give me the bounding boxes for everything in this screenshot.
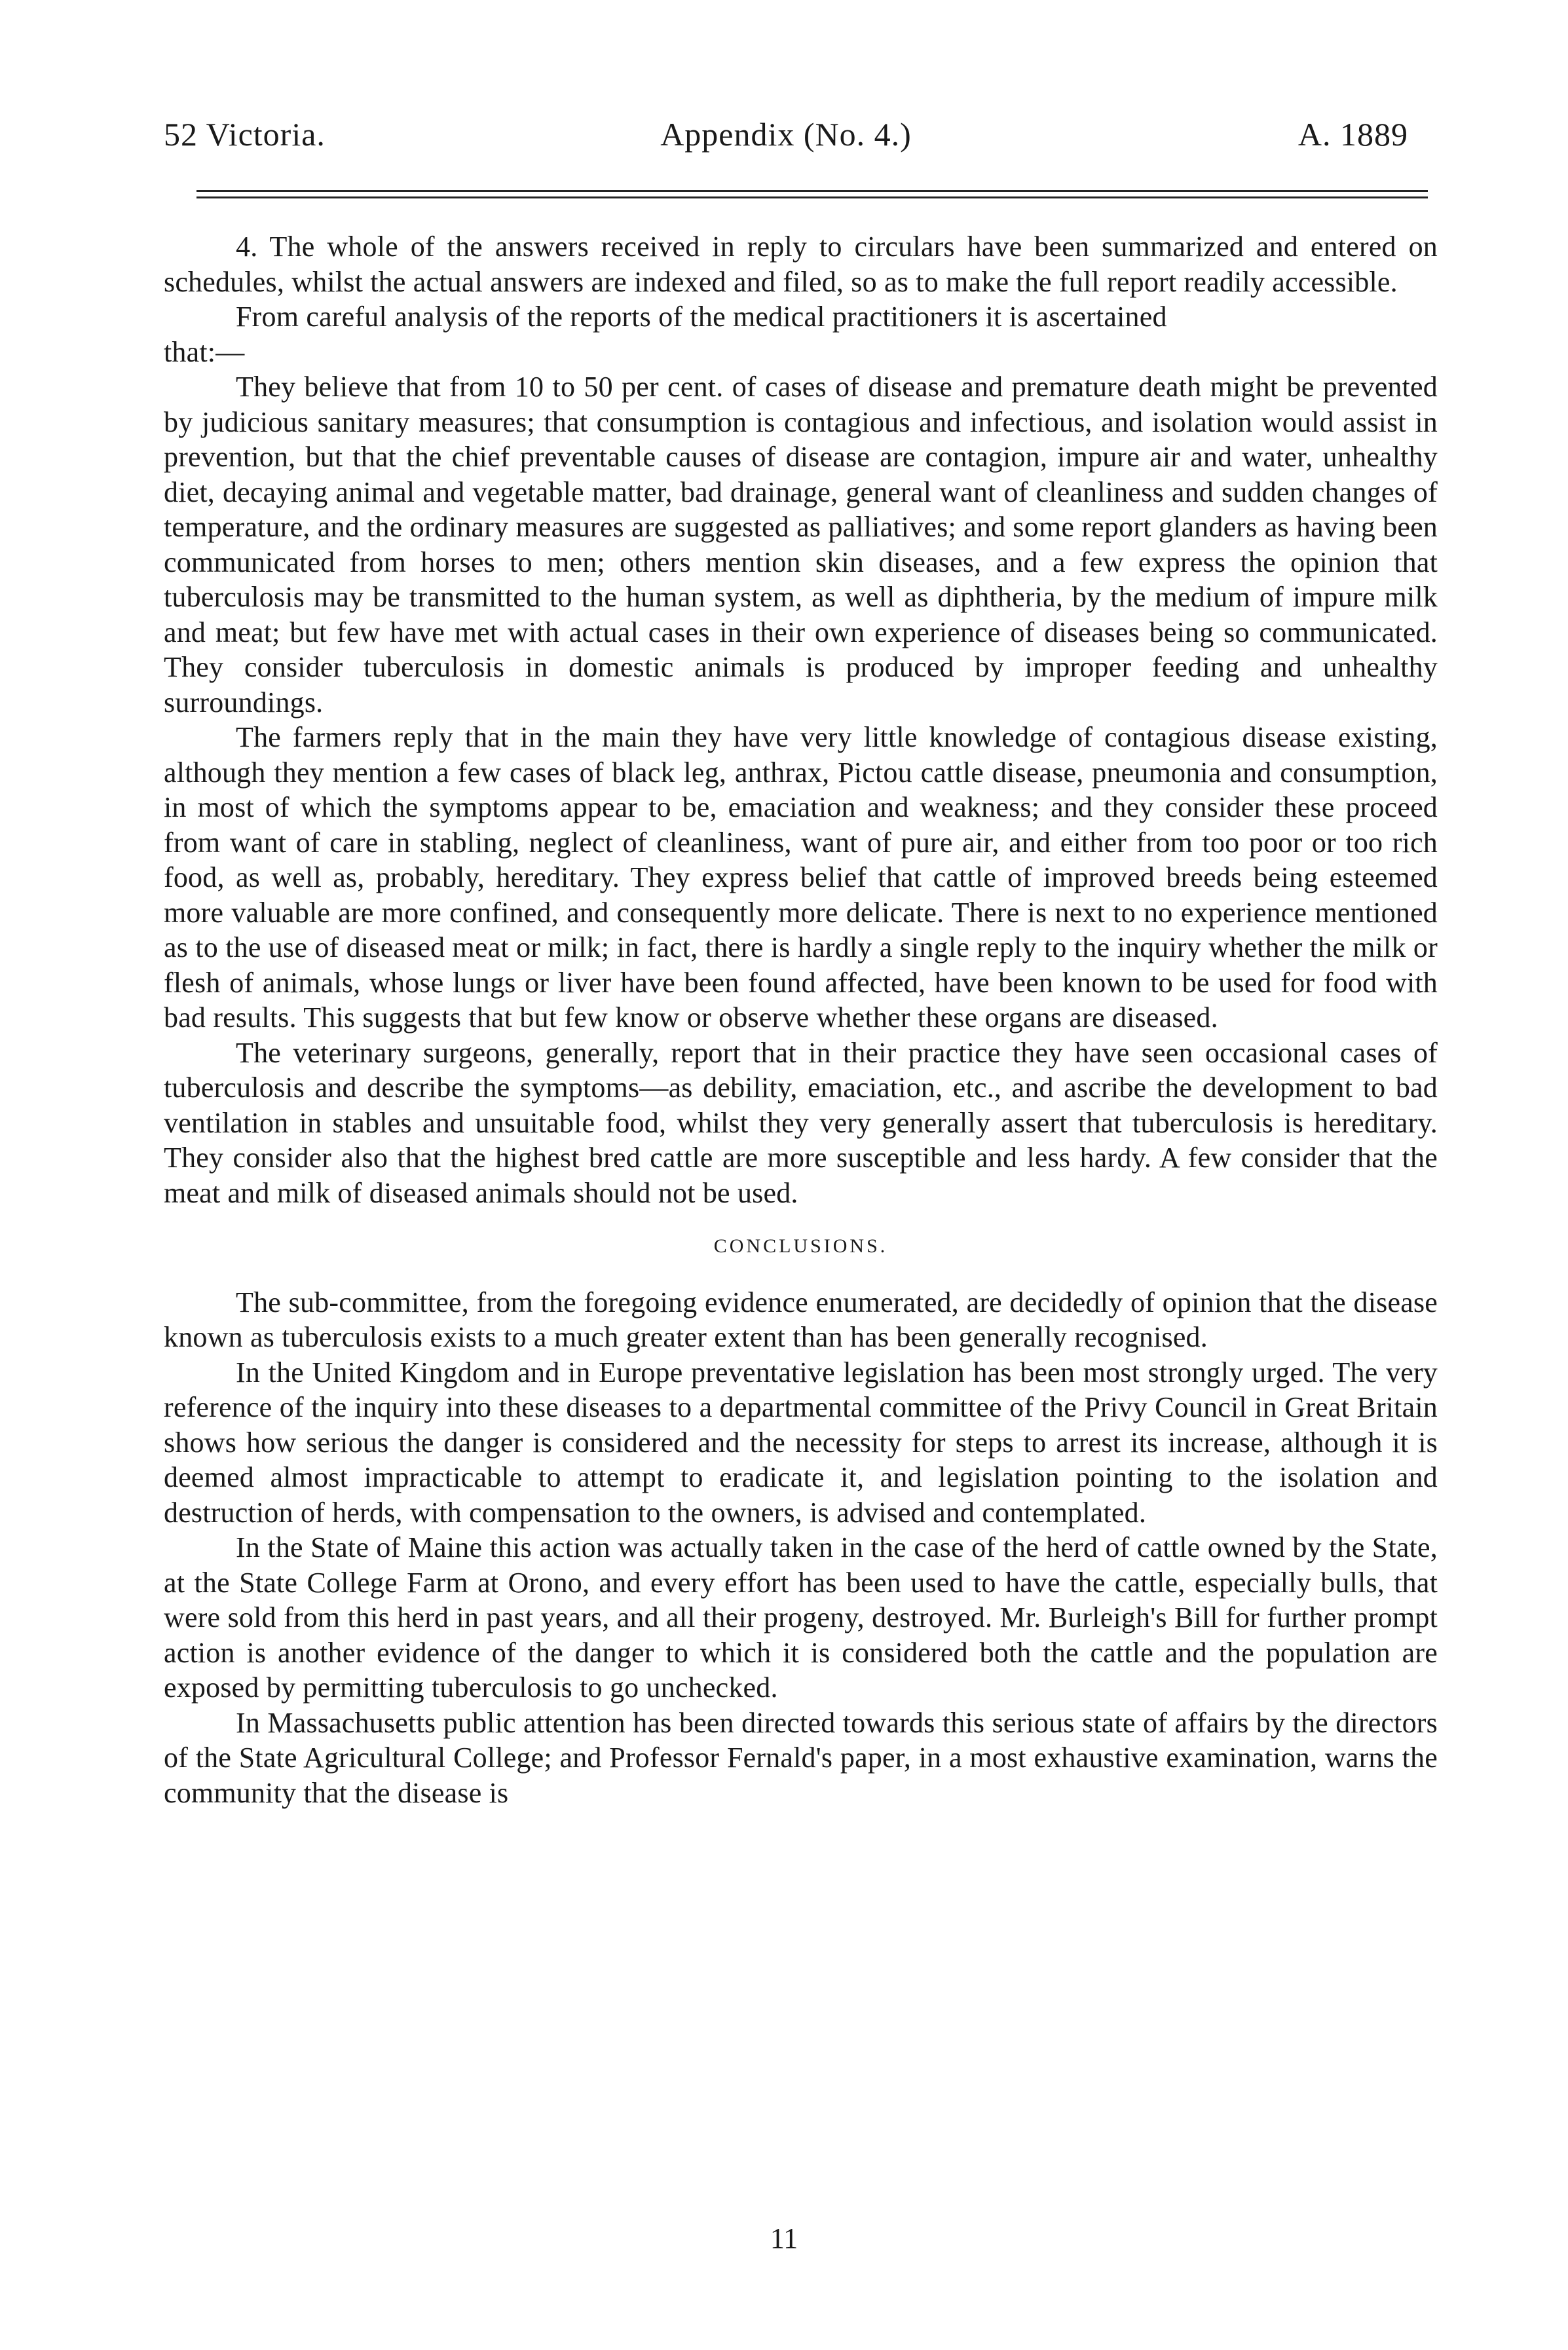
conclusion-united-kingdom: In the United Kingdom and in Europe preventative legislation has been most strongly urged. The very reference of the inquiry into these diseases to a departmental committee of the Privy Council in Great Britain shows how serious the danger is considered and the necessity for steps to arrest its increase, although it is deemed almost impracticable to attempt to eradicate it, and legislation pointing to the isolation and destruction of herds, with compensation to the owners, is advised and contemplated.	[164, 1356, 1438, 1529]
paragraph-medical-intro-end: that:—	[164, 335, 245, 368]
conclusion-sub-committee: The sub-committee, from the foregoing evidence enumerated, are decidedly of opinion that the disease known as tuberculosis exists to a much greater extent than has been generally recognised.	[164, 1286, 1438, 1353]
paragraph-medical-intro: From careful analysis of the reports of the medical practitioners it is ascertained	[236, 301, 1167, 333]
paragraph-4: 4. The whole of the answers received in reply to circulars have been summarized and entered on schedules, whilst the actual answers are indexed and filed, so as to make the full report readily accessible.	[164, 231, 1438, 298]
header-year: A. 1889	[1297, 116, 1408, 153]
running-header	[164, 115, 1408, 168]
page-number: 11	[770, 2222, 798, 2254]
header-rule-bottom	[196, 196, 1428, 198]
paragraph-farmers: The farmers reply that in the main they have very little knowledge of contagious disease existing, although they mention a few cases of black leg, anthrax, Pictou cattle disease, pneumonia and consumption, in most of which the symptoms appear to be, emaciation and weakness; and they consider these proceed from want of care in stabling, neglect of cleanliness, want of pure air, and either from too poor or too rich food, as well as, probably, hereditary. They express belief that cattle of improved breeds being esteemed more valuable are more confined, and consequently more delicate. There is next to no experience mentioned as to the use of diseased meat or milk; in fact, there is hardly a single reply to the inquiry whether the milk or flesh of animals, whose lungs or liver have been found affected, have been known to be used for food with bad results. This suggests that but few know or observe whether these organs are diseased.	[164, 721, 1438, 1034]
page-body	[164, 229, 1438, 1810]
paragraph-medical-findings: They believe that from 10 to 50 per cent. of cases of disease and premature death might be prevented by judicious sanitary measures; that consumption is contagious and infectious, and isolation would assist in prevention, but that the chief preventable causes of disease are contagion, impure air and water, unhealthy diet, decaying animal and vegetable matter, bad drainage, general want of cleanliness and sudden changes of temperature, and the ordinary measures are suggested as palliatives; and some report glanders as having been communicated from horses to men; others mention skin diseases, and a few express the opinion that tuberculosis may be transmitted to the human system, as well as diphtheria, by the medium of impure milk and meat; but few have met with actual cases in their own experience of diseases being so communicated. They consider tuberculosis in domestic animals is produced by improper feeding and unhealthy surroundings.	[164, 371, 1438, 718]
header-session: 52 Victoria.	[164, 116, 326, 153]
conclusion-maine: In the State of Maine this action was actually taken in the case of the herd of cattle owned by the State, at the State College Farm at Orono, and every effort has been used to have the cattle, especially bulls, that were sold from this herd in past years, and all their progeny, destroyed. Mr. Burleigh's Bill for further prompt action is another evidence of the danger to which it is considered both the cattle and the population are exposed by permitting tuberculosis to go unchecked.	[164, 1531, 1438, 1704]
conclusion-massachusetts: In Massachusetts public attention has been directed towards this serious state of affairs by the directors of the State Agricultural College; and Professor Fernald's paper, in a most exhaustive examination, warns the community that the disease is	[164, 1706, 1438, 1809]
header-rule-top	[196, 190, 1428, 192]
paragraph-veterinary: The veterinary surgeons, generally, report that in their practice they have seen occasional cases of tuberculosis and describe the symptoms—as debility, emaciation, etc., and ascribe the development to bad ventilation in stables and unsuitable food, whilst they very generally assert that tuberculosis is hereditary. They consider also that the highest bred cattle are more susceptible and less hardy. A few consider that the meat and milk of diseased animals should not be used.	[164, 1036, 1438, 1209]
conclusions-heading: CONCLUSIONS.	[713, 1235, 888, 1257]
header-title: Appendix (No. 4.)	[660, 116, 912, 153]
